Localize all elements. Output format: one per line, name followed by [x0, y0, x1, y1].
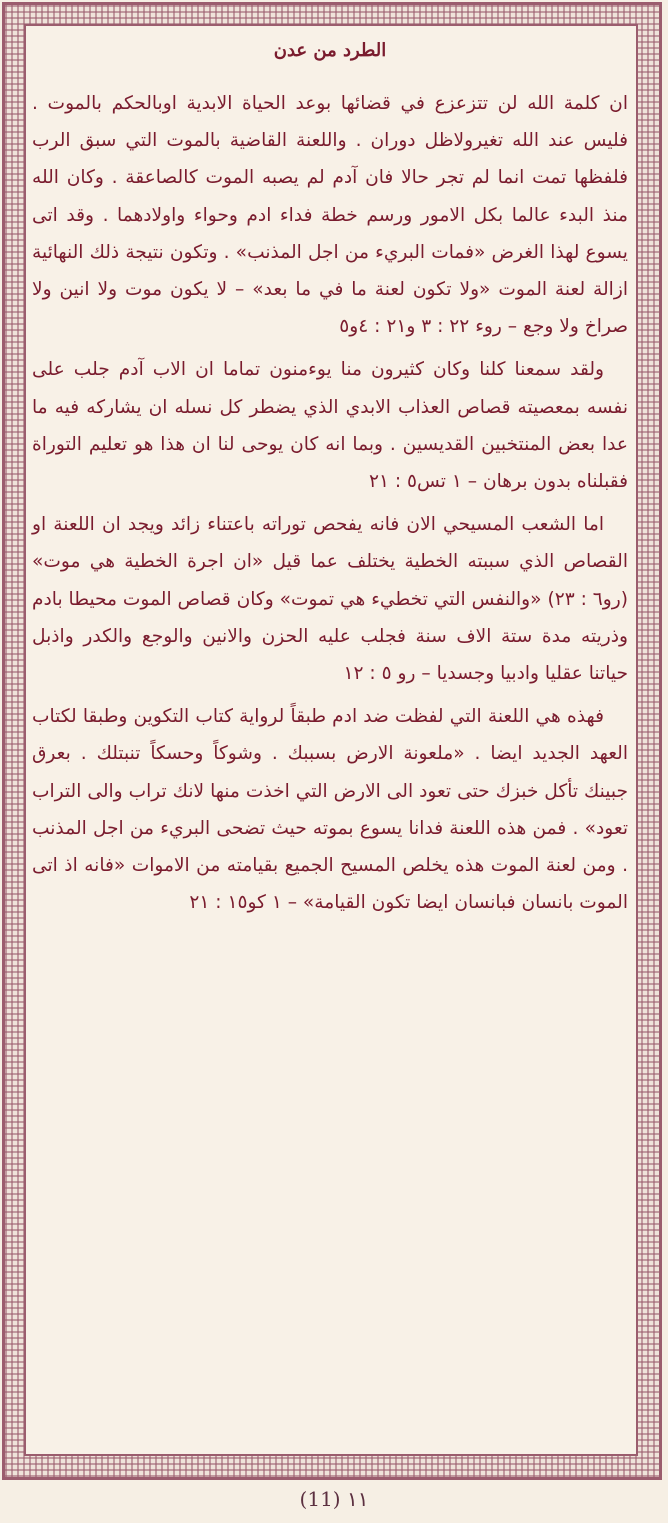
paragraph-1: ان كلمة الله لن تتزعزع في قضائها بوعد الحياة الابدية اوبالحكم بالموت . فليس عند الله تغيرولاظل دوران . واللعنة القاضية بالموت التي سبق الرب فلفظها تمت انما لم تجر حالا فان آدم لم يصبه الموت كالصاعقة . وكان الله منذ البدء عالما بكل الامور ورسم خطة فداء ادم وحواء واولادهما . وقد اتى يسوع لهذا الغرض «فمات البريء من اجل المذنب» . وتكون نتيجة ذلك النهائية ازالة لعنة الموت «ولا تكون لعنة ما في ما بعد» – لا يكون موت ولا انين ولا صراخ ولا وجع – روء ٢٢ : ٣ و٢١ : ٤و٥ — [32, 93, 628, 338]
paragraph-3: اما الشعب المسيحي الان فانه يفحص توراته باعتناء زائد ويجد ان اللعنة او القصاص الذي سببته الخطية يختلف عما قيل «ان اجرة الخطية هي موت» (رو٦ : ٢٣) «والنفس التي تخطيء هي تموت» وكان قصاص الموت محيطا بادم وذريته مدة ستة الاف سنة فجلب عليه الحزن والانين والوجع والكدر واذبل حياتنا عقليا وادبيا وجسديا – رو ٥ : ١٢ — [31, 514, 628, 685]
page-content — [32, 32, 628, 1444]
page-number: (11) ١١ — [299, 1487, 369, 1511]
page-title: الطرد من عدن — [273, 40, 387, 61]
paragraph-2: ولقد سمعنا كلنا وكان كثيرون منا يوءمنون تماما ان الاب آدم جلب على نفسه بمعصيته قصاص العذاب الابدي الذي يضطر كل نسله ان يشاركه فيه ما عدا بعض المنتخبين القديسين . وبما انه كان يوحى لنا ان هذا هو تعليم التوراة فقبلناه بدون برهان – ١ تس٥ : ٢١ — [32, 359, 628, 493]
paragraph-4: فهذه هي اللعنة التي لفظت ضد ادم طبقاً لرواية كتاب التكوين وطبقا لكتاب العهد الجديد ايضا . «ملعونة الارض بسببك . وشوكاً وحسكاً تنبتلك . بعرق جبينك تأكل خبزك حتى تعود الى الارض التي اخذت منها لانك تراب والى التراب تعود» . فمن هذه اللعنة فدانا يسوع بموته حيث تضحى البريء من اجل المذنب . ومن لعنة الموت هذه يخلص المسيح الجميع بقيامته من الاموات «فانه اذ اتى الموت بانسان فبانسان ايضا تكون القيامة» – ١ كو١٥ : ٢١ — [32, 706, 628, 914]
